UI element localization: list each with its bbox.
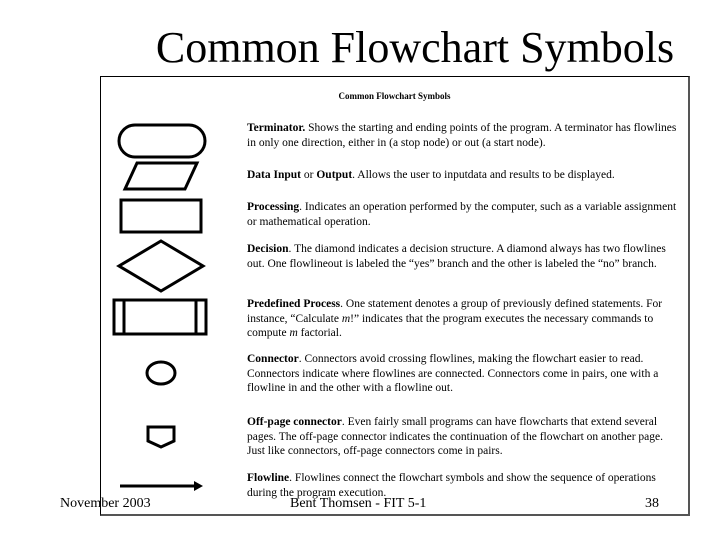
entry-term: Predefined Process <box>247 298 341 310</box>
entry-term: Connector <box>247 353 299 365</box>
entry-connector <box>247 352 682 396</box>
entry-term: Processing <box>247 201 300 213</box>
entry-term: Off-page connector <box>247 416 342 428</box>
entry-text: . The diamond indicates a decision structure. A diamond always has two flowlines out. One flowlineout is labeled the “yes” branch and the other is labeled the “no” branch. <box>247 243 666 270</box>
entry-italic-2: m <box>289 327 298 339</box>
entry-text-mid: !” indicates that the program executes the necessary commands to compute <box>247 312 654 339</box>
footer-author: Bent Thomsen - FIT 5-1 <box>290 496 427 511</box>
entry-text-after: factorial. <box>297 327 342 339</box>
entry-off-page-connector <box>247 415 682 459</box>
entry-term: Flowline <box>247 472 290 484</box>
entry-predefined-process <box>247 297 682 341</box>
entry-text: . One statement denotes a group of previously defined statements. For instance, “Calculate <box>247 298 663 325</box>
entry-text: . Indicates an operation performed by the computer, such as a variable assignment or mathematical operation. <box>247 201 677 228</box>
entry-text: . Allows the user to inputdata and results to be displayed. <box>352 169 615 181</box>
entry-text: . Flowlines connect the flowchart symbols and show the sequence of operations during the program execution. <box>247 472 656 499</box>
entry-term: Terminator. <box>247 122 306 134</box>
entry-text: . Connectors avoid crossing flowlines, making the flowchart easier to read. Connectors indicate where flowlines are connected. Connectors come in pairs, one with a flowline in and the other with a flowline out. <box>247 353 659 394</box>
entry-text: Shows the starting and ending points of the program. A terminator has flowlines in only one direction, either in (a stop node) or out (a start node). <box>247 122 677 149</box>
footer-date: November 2003 <box>60 496 151 511</box>
entry-data-io <box>247 168 682 183</box>
entry-terminator <box>247 121 682 150</box>
entry-decision <box>247 242 682 271</box>
entry-joiner: or <box>301 169 317 181</box>
entry-italic: m <box>341 312 351 325</box>
page-number: 38 <box>645 496 659 511</box>
entry-term: Decision <box>247 243 289 255</box>
entry-text: . Even fairly small programs can have flowcharts that extend several pages. The off-page connector indicates the continuation of the flowchart on another page. Just like connectors, off-page connectors come in pairs. <box>247 416 663 457</box>
entry-term: Data Input <box>247 169 302 181</box>
document-title: Common Flowchart Symbols <box>338 91 451 101</box>
slide-title: Common Flowchart Symbols <box>155 23 675 72</box>
entry-processing <box>247 200 682 229</box>
entry-term-2: Output <box>316 169 353 181</box>
